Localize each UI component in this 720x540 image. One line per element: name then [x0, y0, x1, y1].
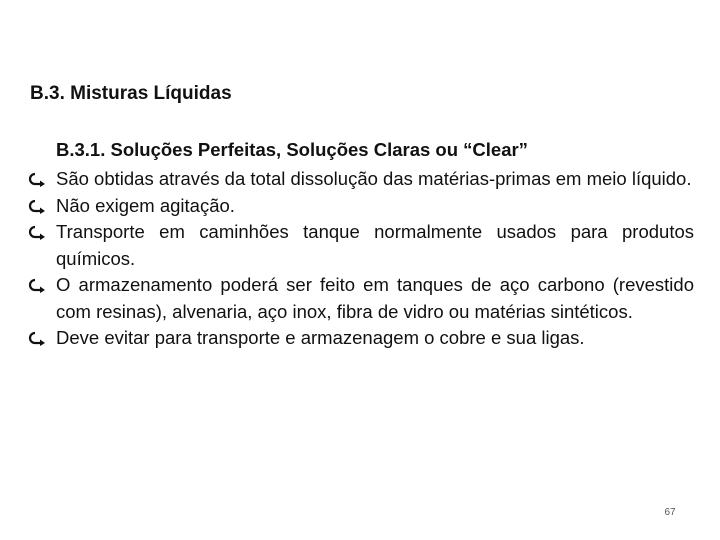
- bullet-text: Deve evitar para transporte e armazenagem o cobre e sua ligas.: [56, 327, 585, 348]
- list-item: [28, 325, 694, 352]
- list-item: [28, 166, 694, 193]
- list-item: [28, 272, 694, 325]
- bullet-list: [28, 166, 694, 352]
- curved-arrow-right-icon: [28, 171, 48, 187]
- section-subtitle: B.3.1. Soluções Perfeitas, Soluções Claras ou “Clear”: [56, 139, 528, 160]
- list-item: [28, 193, 694, 220]
- list-item: [28, 219, 694, 272]
- curved-arrow-right-icon: [28, 330, 48, 346]
- page-number: 67: [664, 507, 676, 518]
- bullet-text: São obtidas através da total dissolução das matérias-primas em meio líquido.: [56, 168, 692, 189]
- curved-arrow-right-icon: [28, 198, 48, 214]
- curved-arrow-right-icon: [28, 277, 48, 293]
- slide-title: B.3. Misturas Líquidas: [30, 83, 232, 104]
- bullet-text: Transporte em caminhões tanque normalmente usados para produtos químicos.: [56, 221, 694, 269]
- bullet-text: Não exigem agitação.: [56, 194, 235, 216]
- bullet-text: O armazenamento poderá ser feito em tanques de aço carbono (revestido com resinas), alvenaria, aço inox, fibra de vidro ou matérias sintéticos.: [56, 274, 694, 322]
- curved-arrow-right-icon: [28, 224, 48, 240]
